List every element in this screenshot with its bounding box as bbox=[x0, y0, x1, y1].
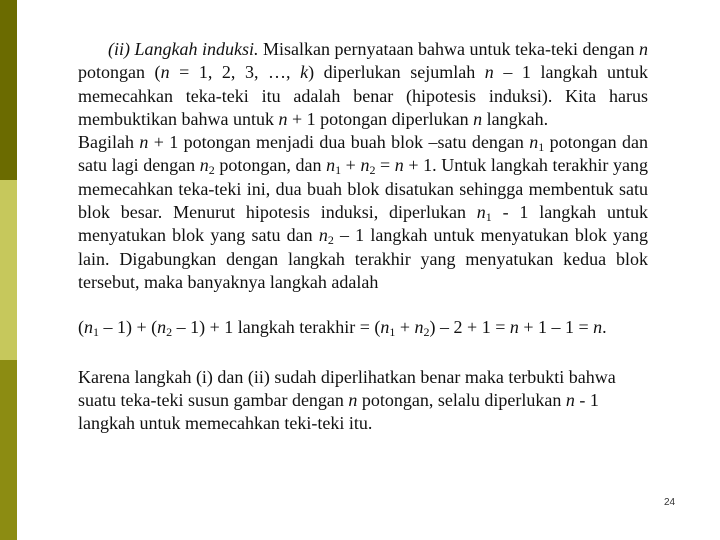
page-number: 24 bbox=[664, 497, 676, 508]
paragraph-induction-step: (ii) Langkah induksi. Misalkan pernyataan bahwa untuk teka-teki dengan n potongan (n = 1, 2, 3, …, k) diperlukan sejumlah n – 1 langkah untuk memecahkan teka-teki itu adalah benar (hipotesis induksi). Kita harus membuktikan bahwa untuk n + 1 potongan diperlukan n langkah. bbox=[78, 39, 649, 129]
sidebar-decoration bbox=[0, 0, 17, 540]
step-label: (ii) Langkah induksi. bbox=[108, 39, 259, 59]
paragraph-equation: $(n_1 - 1) + (n_2 - 1) + 1$ langkah terakhir = $(n_1 + n_2) - 2 + 1 = n + 1 - 1 = n$. bbox=[78, 317, 607, 340]
sidebar-band-bottom bbox=[0, 360, 17, 540]
sidebar-band-middle bbox=[0, 180, 17, 360]
paragraph-conclusion: Karena langkah (i) dan (ii) sudah diperlihatkan benar maka terbukti bahwa suatu teka-teki susun gambar dengan n potongan, selalu diperlukan n - 1 langkah untuk memecahkan teki-teki itu. bbox=[78, 366, 616, 434]
sidebar-band-top bbox=[0, 0, 17, 180]
slide-body bbox=[78, 38, 648, 435]
paragraph-split-blocks: Bagilah n + 1 potongan menjadi dua buah blok –satu dengan $n_1$ potongan dan satu lagi dengan $n_2$ potongan, dan $n_1 + n_2 = n + 1$. Untuk langkah terakhir yang memecahkan teka-teki ini, dua buah blok disatukan sehingga membentuk satu blok besar. Menurut hipotesis induksi, diperlukan $n_1 - 1$ langkah untuk menyatukan blok yang satu dan $n_2 - 1$ langkah untuk menyatukan blok yang lain. Digabungkan dengan langkah terakhir yang menyatukan kedua blok tersebut, maka banyaknya langkah adalah bbox=[78, 132, 649, 292]
